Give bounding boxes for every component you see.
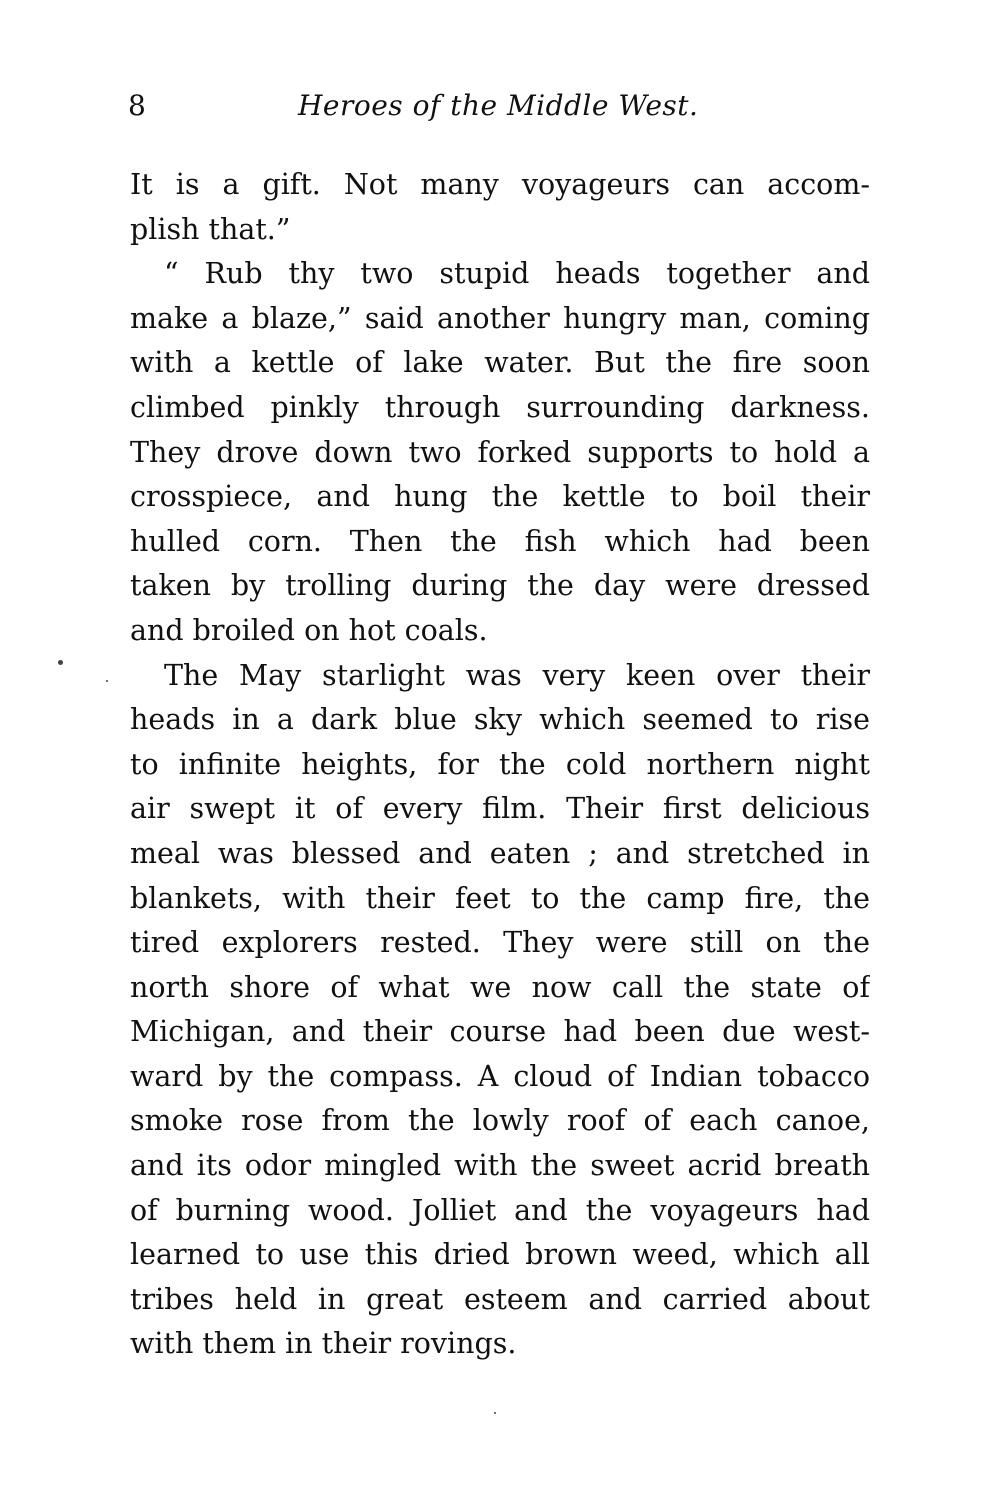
text-line: tired explorers rested. They were still on the (130, 926, 870, 960)
text-line: ward by the compass. A cloud of Indian tobacco (130, 1059, 870, 1093)
body-text (130, 163, 870, 1367)
text-line: blankets, with their feet to the camp fire, the (130, 881, 870, 915)
text-line: The May starlight was very keen over their (164, 658, 870, 692)
text-line: air swept it of every film. Their first delicious (130, 792, 870, 826)
text-line: to infinite heights, for the cold northern night (130, 747, 870, 781)
text-line: and its odor mingled with the sweet acrid breath (130, 1149, 870, 1183)
paper-speck (494, 1412, 496, 1414)
text-line: taken by trolling during the day were dressed (130, 569, 870, 603)
text-line: with them in their rovings. (130, 1327, 517, 1361)
text-line: Michigan, and their course had been due west- (130, 1015, 870, 1049)
text-line: “ Rub thy two stupid heads together and (164, 257, 870, 291)
text-line: They drove down two forked supports to hold a (130, 435, 870, 469)
text-line: tribes held in great esteem and carried about (130, 1282, 870, 1316)
text-line: meal was blessed and eaten ; and stretched in (130, 836, 870, 870)
text-line: crosspiece, and hung the kettle to boil their (130, 480, 870, 514)
text-line: climbed pinkly through surrounding darkness. (130, 390, 870, 424)
text-line: smoke rose from the lowly roof of each canoe, (130, 1104, 870, 1138)
text-line: plish that.” (130, 212, 291, 246)
text-line: make a blaze,” said another hungry man, coming (130, 301, 870, 335)
text-line: It is a gift. Not many voyageurs can accom- (130, 168, 870, 201)
text-line: learned to use this dried brown weed, which all (130, 1238, 870, 1272)
running-head (128, 86, 868, 126)
text-line: heads in a dark blue sky which seemed to rise (130, 703, 870, 737)
text-line: north shore of what we now call the state of (130, 970, 870, 1004)
text-line: hulled corn. Then the fish which had been (130, 524, 870, 558)
book-title: Heroes of the Middle West. (298, 89, 699, 122)
text-line: of burning wood. Jolliet and the voyageurs had (130, 1193, 870, 1227)
paper-speck (58, 660, 63, 665)
text-line: with a kettle of lake water. But the fire soon (130, 346, 870, 380)
text-line: and broiled on hot coals. (130, 613, 488, 647)
paper-speck (106, 680, 108, 682)
page-number: 8 (128, 89, 146, 122)
